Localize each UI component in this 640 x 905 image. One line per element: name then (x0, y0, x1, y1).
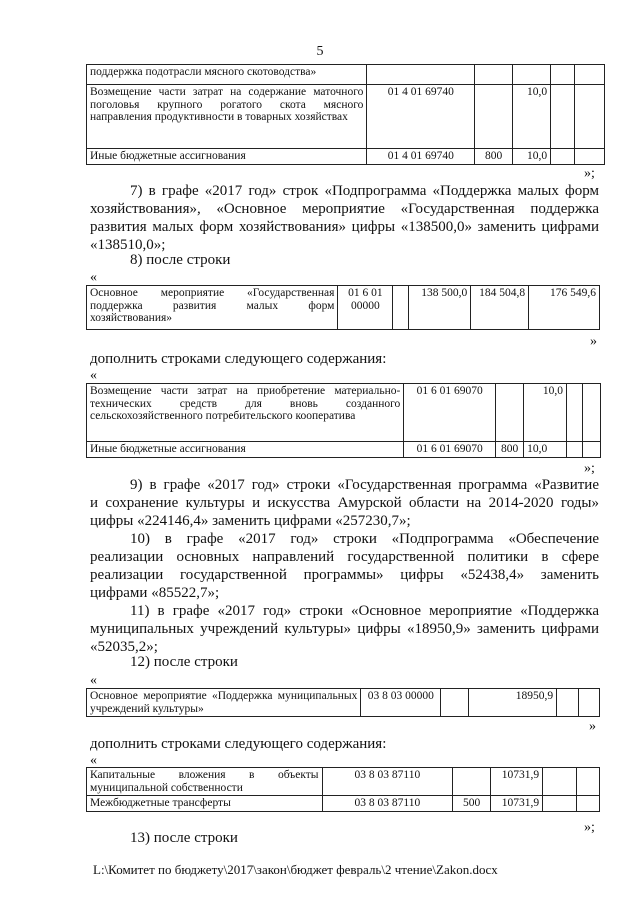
row-code: 01 6 01 69070 (404, 384, 496, 442)
paragraph-12: 12) после строки (130, 654, 238, 670)
supplement-heading-2: дополнить строками следующего содержания: (90, 736, 387, 752)
row-amount-2 (543, 796, 577, 812)
row-amount: 10,0 (513, 149, 551, 165)
row-description: Капитальные вложения в объекты муниципальной собственности (87, 768, 323, 796)
closing-quote: »; (584, 820, 595, 835)
text-line: 11) в графе «2017 год» строки «Основное мероприятие «Поддержка (130, 603, 599, 619)
row-description: поддержка подотрасли мясного скотоводства» (87, 65, 367, 85)
table-row (87, 768, 600, 796)
row-type: 500 (453, 796, 491, 812)
row-description: Иные бюджетные ассигнования (87, 442, 404, 458)
row-amount-2 (551, 85, 575, 149)
row-type (441, 689, 469, 717)
row-amount: 10,0 (524, 442, 567, 458)
row-amount-3 (575, 65, 605, 85)
row-code: 01 6 01 00000 (338, 286, 393, 330)
text-line: 7) в графе «2017 год» строк «Подпрограмма «Поддержка малых форм (130, 183, 599, 199)
closing-quote: » (589, 719, 596, 734)
table-row (87, 286, 600, 330)
budget-table-4 (86, 688, 600, 717)
text-line: «52035,2»; (90, 639, 158, 655)
text-line: хозяйствования», «Основное мероприятие «Государственная поддержка (90, 201, 599, 217)
supplement-heading-1: дополнить строками следующего содержания: (90, 351, 387, 367)
row-amount-2: 184 504,8 (471, 286, 529, 330)
row-description: Основное мероприятие «Государственная поддержка развития малых форм хозяйствования» (87, 286, 338, 330)
page-number: 5 (316, 44, 324, 59)
row-amount-2 (543, 768, 577, 796)
row-amount-3 (577, 768, 600, 796)
row-amount: 10731,9 (491, 768, 543, 796)
row-amount (513, 65, 551, 85)
row-amount-2 (551, 65, 575, 85)
text-line: и сохранение культуры и искусства Амурской области на 2014-2020 годы» (90, 495, 599, 511)
row-description: Возмещение части затрат на приобретение материально-технических средств для вновь созданного сельскохозяйственного потребительского кооператива (87, 384, 404, 442)
row-type (475, 65, 513, 85)
row-description: Межбюджетные трансферты (87, 796, 323, 812)
paragraph-7 (90, 182, 599, 254)
closing-quote: » (590, 334, 597, 349)
row-type (475, 85, 513, 149)
row-amount: 138 500,0 (409, 286, 471, 330)
row-code (367, 65, 475, 85)
text-line: 9) в графе «2017 год» строки «Государственная программа «Развитие (130, 477, 599, 493)
row-amount-3 (583, 384, 601, 442)
opening-quote: « (90, 368, 97, 383)
text-line: реализации государственной программы» цифры «52438,4» заменить (90, 567, 599, 583)
row-type: 800 (475, 149, 513, 165)
table-row (87, 689, 600, 717)
text-line: реализации основных направлений государственной политики в сфере (90, 549, 599, 565)
opening-quote: « (90, 673, 97, 688)
row-description: Иные бюджетные ассигнования (87, 149, 367, 165)
row-amount-2 (567, 384, 583, 442)
table-row (87, 384, 601, 442)
closing-quote: »; (584, 166, 595, 181)
text-line: развития малых форм хозяйствования» цифры «138500,0» заменить цифрами (90, 219, 599, 235)
row-amount: 18950,9 (469, 689, 557, 717)
text-line: 10) в графе «2017 год» строки «Подпрограмма «Обеспечение (130, 531, 599, 547)
row-amount-2 (567, 442, 583, 458)
closing-quote: »; (584, 461, 595, 476)
paragraph-8: 8) после строки (130, 252, 231, 268)
row-amount: 10,0 (524, 384, 567, 442)
text-line: цифры «224146,4» заменить цифрами «257230,7»; (90, 513, 411, 529)
row-amount-3 (575, 85, 605, 149)
table-row (87, 796, 600, 812)
opening-quote: « (90, 753, 97, 768)
row-type (496, 384, 524, 442)
row-description: Возмещение части затрат на содержание маточного поголовья крупного рогатого скота мясного направления продуктивности в товарных хозяйствах (87, 85, 367, 149)
row-code: 03 8 03 00000 (361, 689, 441, 717)
paragraph-11 (90, 602, 599, 656)
row-amount: 10731,9 (491, 796, 543, 812)
budget-table-3 (86, 383, 601, 458)
row-type (453, 768, 491, 796)
budget-table-2 (86, 285, 600, 330)
row-amount-2 (551, 149, 575, 165)
row-amount-3 (579, 689, 600, 717)
table-row (87, 149, 605, 165)
row-amount-3 (575, 149, 605, 165)
table-row (87, 442, 601, 458)
budget-table-1 (86, 64, 605, 165)
paragraph-10 (90, 530, 599, 602)
text-line: муниципальных учреждений культуры» цифры «18950,9» заменить цифрами (90, 621, 599, 637)
row-amount-3 (577, 796, 600, 812)
row-code: 01 4 01 69740 (367, 149, 475, 165)
text-line: цифрами «85522,7»; (90, 585, 220, 601)
paragraph-13: 13) после строки (130, 830, 238, 846)
row-type: 800 (496, 442, 524, 458)
row-code: 03 8 03 87110 (322, 768, 453, 796)
budget-table-5 (86, 767, 600, 812)
table-row (87, 85, 605, 149)
row-code: 01 4 01 69740 (367, 85, 475, 149)
row-amount-2 (557, 689, 579, 717)
row-amount: 10,0 (513, 85, 551, 149)
row-code: 03 8 03 87110 (322, 796, 453, 812)
row-type (393, 286, 409, 330)
text-line: «138510,0»; (90, 237, 166, 253)
opening-quote: « (90, 270, 97, 285)
footer-file-path: L:\Комитет по бюджету\2017\закон\бюджет февраль\2 чтение\Zakon.docx (93, 862, 498, 877)
row-amount-3 (583, 442, 601, 458)
row-code: 01 6 01 69070 (404, 442, 496, 458)
row-amount-3: 176 549,6 (529, 286, 600, 330)
row-description: Основное мероприятие «Поддержка муниципальных учреждений культуры» (87, 689, 361, 717)
paragraph-9 (90, 476, 599, 530)
table-row (87, 65, 605, 85)
